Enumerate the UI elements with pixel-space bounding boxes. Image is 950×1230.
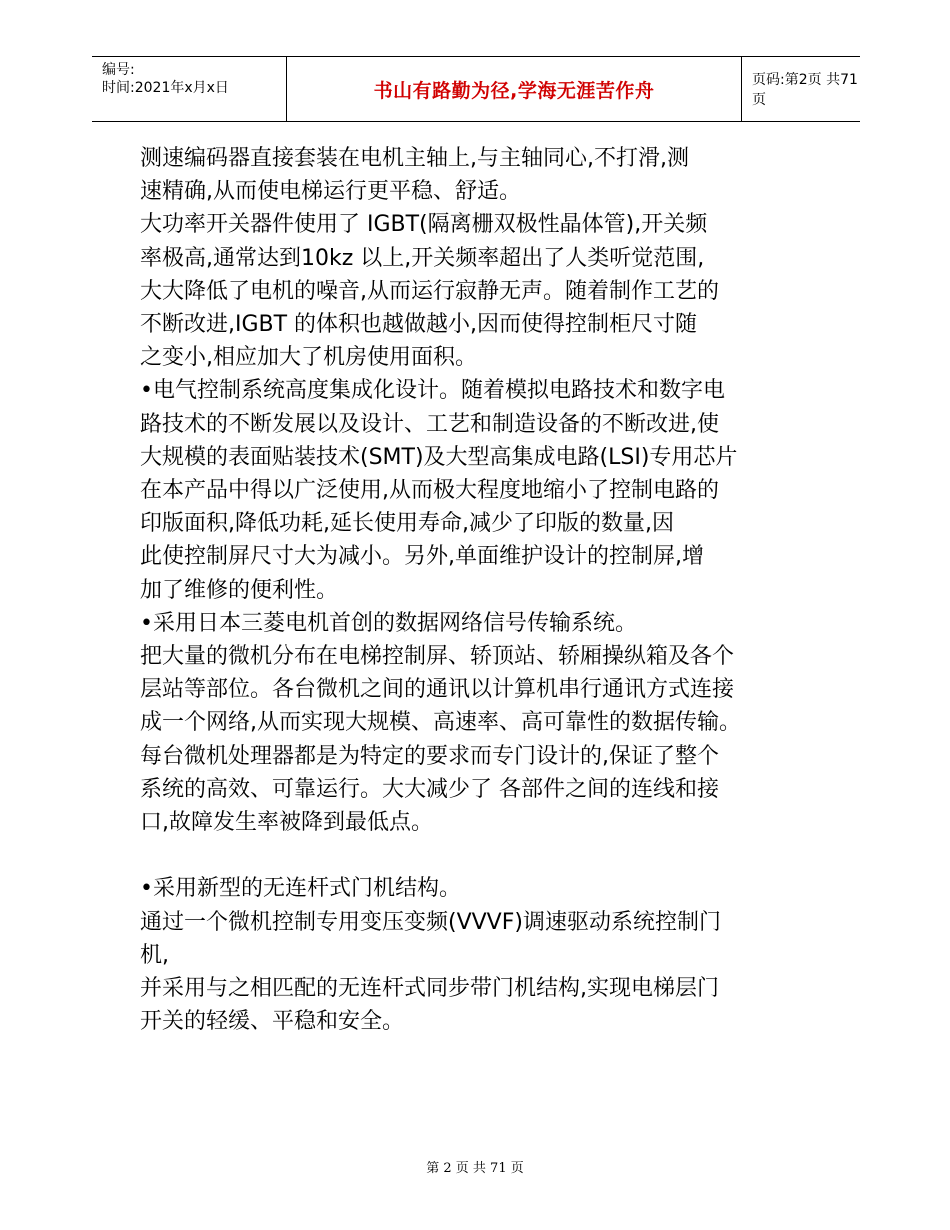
- body-line: 不断改进,IGBT 的体积也越做越小,因而使得控制柜尺寸随: [140, 312, 698, 338]
- body-line: 成一个网络,从而实现大规模、高速率、高可靠性的数据传输。: [140, 710, 741, 736]
- body-line: 大功率开关器件使用了 IGBT(隔离栅双极性晶体管),开关频: [140, 212, 708, 238]
- header-meta: [92, 57, 286, 121]
- body-line: 测速编码器直接套装在电机主轴上,与主轴同心,不打滑,测: [140, 146, 689, 171]
- body-line: 把大量的微机分布在电梯控制屏、轿顶站、轿厢操纵箱及各个: [140, 644, 735, 670]
- blank-line: [140, 839, 830, 872]
- header-page-info: 页码:第2页 共71页: [752, 72, 858, 108]
- body-line: 率极高,通常达到10kz 以上,开关频率超出了人类听觉范围,: [140, 245, 705, 271]
- header-time-label: 时间:2021年x月x日: [102, 80, 229, 96]
- body-line: 之变小,相应加大了机房使用面积。: [140, 345, 477, 371]
- body-line: 机,: [140, 942, 169, 968]
- body-line: •电气控制系统高度集成化设计。随着模拟电路技术和数字电: [140, 378, 725, 404]
- body-line: 大规模的表面贴装技术(SMT)及大型高集成电路(LSI)专用芯片: [140, 444, 738, 470]
- body-line: 速精确,从而使电梯运行更平稳、舒适。: [140, 179, 521, 205]
- body-line: 开关的轻缓、平稳和安全。: [140, 1009, 405, 1035]
- page-footer: 第 2 页 共 71 页: [426, 1161, 524, 1176]
- header-motto: 书山有路勤为径,学海无涯苦作舟: [373, 79, 655, 102]
- body-line: 大大降低了电机的噪音,从而运行寂静无声。随着制作工艺的: [140, 278, 719, 304]
- header-number-label: 编号:: [102, 62, 135, 78]
- body-line: 路技术的不断发展以及设计、工艺和制造设备的不断改进,使: [140, 411, 719, 437]
- body-line: •采用新型的无连杆式门机结构。: [140, 876, 461, 902]
- body-line: 并采用与之相匹配的无连杆式同步带门机结构,实现电梯层门: [140, 976, 719, 1002]
- body-line: 加了维修的便利性。: [140, 577, 339, 603]
- header-motto-cell: [286, 57, 742, 121]
- body-line: 此使控制屏尺寸大为减小。另外,单面维护设计的控制屏,增: [140, 544, 704, 570]
- body-line: 口,故障发生率被降到最低点。: [140, 810, 433, 836]
- document-body: [140, 142, 830, 1038]
- body-line: 在本产品中得以广泛使用,从而极大程度地缩小了控制电路的: [140, 478, 719, 504]
- body-line: 印版面积,降低功耗,延长使用寿命,减少了印版的数量,因: [140, 511, 674, 537]
- body-line: •采用日本三菱电机首创的数据网络信号传输系统。: [140, 610, 637, 636]
- body-line: 每台微机处理器都是为特定的要求而专门设计的,保证了整个: [140, 743, 719, 769]
- page-header: [92, 56, 860, 122]
- body-line: 系统的高效、可靠运行。大大减少了 各部件之间的连线和接: [140, 776, 719, 802]
- body-line: 层站等部位。各台微机之间的通讯以计算机串行通讯方式连接: [140, 677, 735, 703]
- body-line: 通过一个微机控制专用变压变频(VVVF)调速驱动系统控制门: [140, 909, 721, 935]
